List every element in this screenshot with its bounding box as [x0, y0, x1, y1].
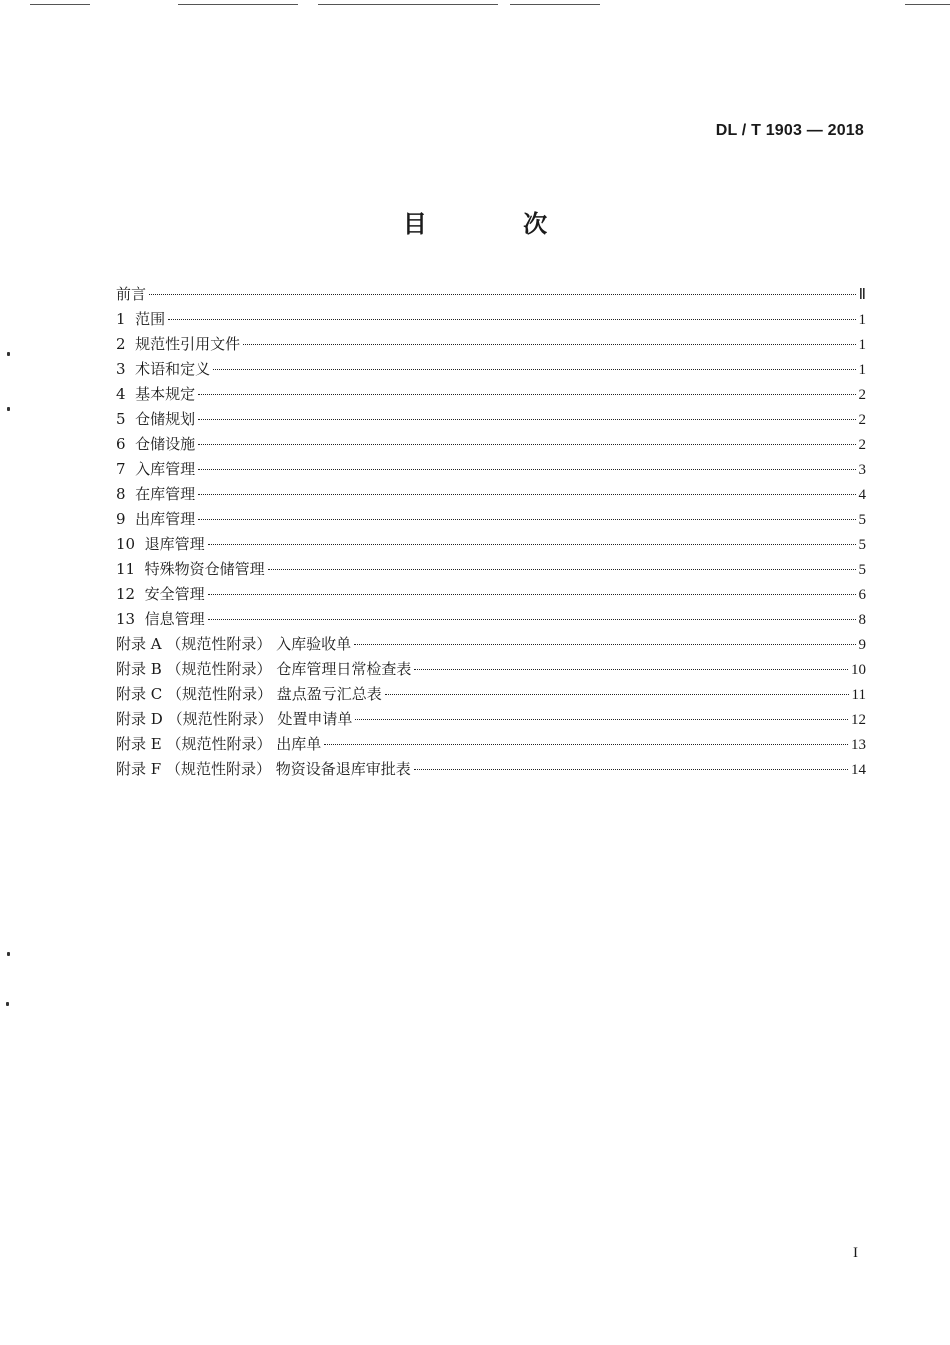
toc-entry-page: 5 — [858, 537, 866, 553]
toc-entry-text: 附录 C （规范性附录） 盘点盈亏汇总表 — [116, 685, 382, 703]
toc-entry-text: 13 信息管理 — [116, 610, 205, 628]
toc-entry-page: 13 — [851, 737, 866, 753]
scan-speck — [7, 952, 10, 956]
page-number: I — [853, 1245, 858, 1261]
toc-entry-text: 前言 — [116, 285, 147, 303]
toc-title: 目 次 — [402, 210, 592, 238]
toc-entry-page: 5 — [858, 512, 866, 528]
toc-entry-text: 附录 B （规范性附录） 仓库管理日常检查表 — [116, 660, 412, 678]
dot-leader — [168, 319, 855, 320]
toc-entry[interactable] — [116, 432, 866, 457]
toc-entry-page: 5 — [858, 562, 866, 578]
toc-entry-text: 2 规范性引用文件 — [116, 335, 241, 353]
toc-entry-text: 附录 F （规范性附录） 物资设备退库审批表 — [116, 760, 411, 778]
toc-entry-text: 12 安全管理 — [116, 585, 205, 603]
dot-leader — [268, 569, 856, 570]
toc-entry-page: 6 — [858, 587, 866, 603]
dot-leader — [385, 694, 849, 695]
toc-entry-text: 附录 E （规范性附录） 出库单 — [116, 735, 322, 753]
toc-entry[interactable] — [116, 507, 866, 532]
toc-entry-page: Ⅱ — [858, 287, 866, 303]
toc-entry-text: 10 退库管理 — [116, 535, 205, 553]
toc-entry-page: 2 — [858, 437, 866, 453]
toc-entry-text: 8 在库管理 — [116, 485, 196, 503]
toc-entry[interactable] — [116, 357, 866, 382]
toc-entry-text: 1 范围 — [116, 310, 166, 328]
toc-entry[interactable] — [116, 732, 866, 757]
dot-leader — [198, 469, 855, 470]
toc-entry-page: 14 — [851, 762, 866, 778]
dot-leader — [198, 419, 855, 420]
toc-entry[interactable] — [116, 407, 866, 432]
dot-leader — [208, 594, 856, 595]
toc-entry[interactable] — [116, 382, 866, 407]
scan-speck — [6, 1002, 9, 1006]
scan-speck — [7, 352, 10, 356]
toc-entry-text: 附录 D （规范性附录） 处置申请单 — [116, 710, 353, 728]
toc-entry[interactable] — [116, 282, 866, 307]
toc-entry-text: 3 术语和定义 — [116, 360, 211, 378]
scan-speck — [7, 407, 10, 411]
toc-entry-page: 1 — [858, 362, 866, 378]
toc-entry[interactable] — [116, 482, 866, 507]
toc-entry[interactable] — [116, 307, 866, 332]
dot-leader — [208, 619, 856, 620]
dot-leader — [324, 744, 848, 745]
scan-artifact-line — [318, 4, 498, 5]
toc-entry[interactable] — [116, 657, 866, 682]
dot-leader — [354, 644, 855, 645]
dot-leader — [198, 494, 855, 495]
scan-artifact-line — [30, 4, 90, 5]
toc-entry[interactable] — [116, 332, 866, 357]
toc-entry-page: 10 — [851, 662, 866, 678]
toc-entry-page: 12 — [851, 712, 866, 728]
dot-leader — [414, 769, 848, 770]
toc-entry[interactable] — [116, 557, 866, 582]
toc-entry-text: 6 仓储设施 — [116, 435, 196, 453]
table-of-contents — [116, 282, 866, 782]
toc-entry[interactable] — [116, 757, 866, 782]
toc-entry[interactable] — [116, 532, 866, 557]
scan-artifact-line — [905, 4, 950, 5]
toc-entry-page: 4 — [858, 487, 866, 503]
toc-entry-text: 7 入库管理 — [116, 460, 196, 478]
toc-entry-page: 1 — [858, 312, 866, 328]
document-code: DL / T 1903 — 2018 — [715, 122, 864, 139]
toc-entry-page: 1 — [858, 337, 866, 353]
toc-entry-text: 11 特殊物资仓储管理 — [116, 560, 265, 578]
dot-leader — [208, 544, 856, 545]
dot-leader — [198, 444, 855, 445]
scan-artifact-line — [510, 4, 600, 5]
toc-entry-page: 9 — [858, 637, 866, 653]
toc-entry[interactable] — [116, 457, 866, 482]
dot-leader — [414, 669, 848, 670]
toc-entry-text: 9 出库管理 — [116, 510, 196, 528]
toc-entry-page: 8 — [858, 612, 866, 628]
dot-leader — [213, 369, 855, 370]
toc-entry[interactable] — [116, 607, 866, 632]
toc-entry[interactable] — [116, 632, 866, 657]
dot-leader — [243, 344, 855, 345]
toc-entry-text: 4 基本规定 — [116, 385, 196, 403]
toc-entry[interactable] — [116, 582, 866, 607]
toc-entry-page: 3 — [858, 462, 866, 478]
scan-artifact-line — [178, 4, 298, 5]
toc-entry[interactable] — [116, 707, 866, 732]
dot-leader — [355, 719, 848, 720]
dot-leader — [149, 294, 856, 295]
toc-entry[interactable] — [116, 682, 866, 707]
toc-entry-page: 2 — [858, 387, 866, 403]
dot-leader — [198, 519, 855, 520]
toc-entry-text: 5 仓储规划 — [116, 410, 196, 428]
dot-leader — [198, 394, 855, 395]
toc-entry-text: 附录 A （规范性附录） 入库验收单 — [116, 635, 352, 653]
toc-entry-page: 11 — [851, 687, 866, 703]
toc-entry-page: 2 — [858, 412, 866, 428]
